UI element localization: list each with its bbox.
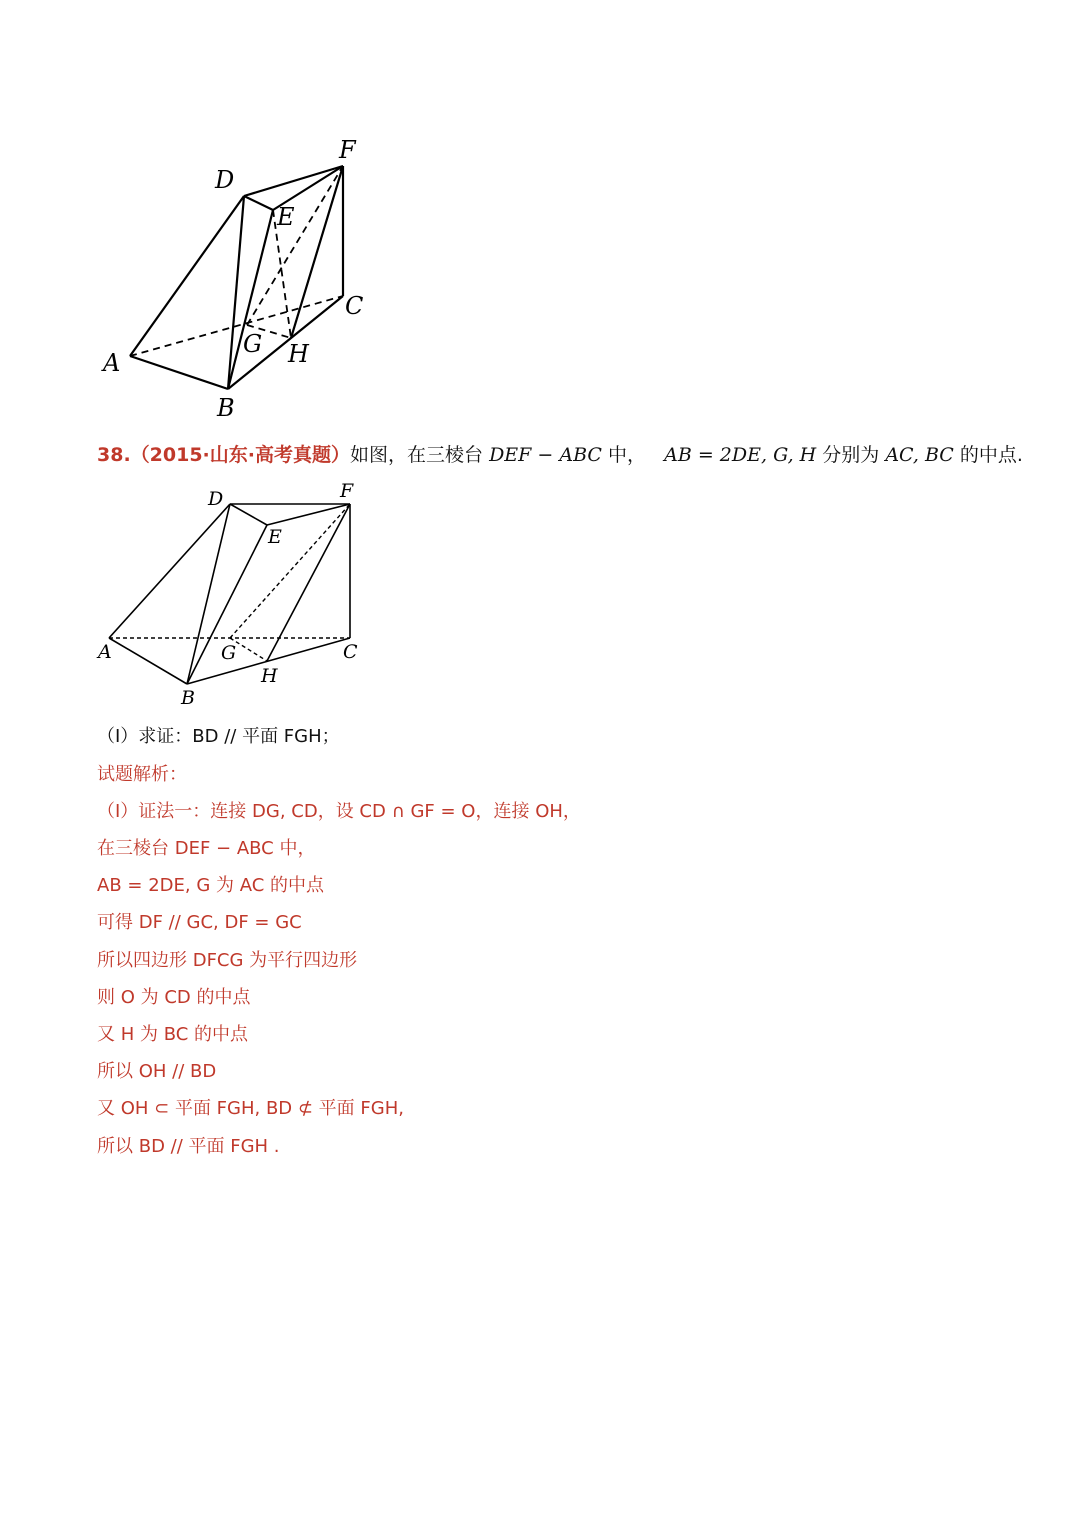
label-c: C bbox=[343, 641, 358, 663]
solution-line-4: 可得 DF // GC, DF = GC bbox=[97, 912, 302, 933]
solution-line-7: 又 H 为 BC 的中点 bbox=[97, 1024, 249, 1045]
label-g: G bbox=[243, 330, 263, 358]
solution-heading: 试题解析： bbox=[97, 764, 187, 785]
figure-1-svg bbox=[95, 130, 395, 430]
problem-math-2: AB = 2DE, G, H bbox=[664, 444, 817, 466]
problem-text-1: 如图，在三棱台 bbox=[350, 444, 484, 466]
problem-text-3: 分别为 bbox=[822, 444, 880, 466]
solution-line-6: 则 O 为 CD 的中点 bbox=[97, 987, 251, 1008]
solution-line-3: AB = 2DE, G 为 AC 的中点 bbox=[97, 875, 324, 896]
problem-math-1: DEF − ABC bbox=[489, 444, 602, 466]
label-f: F bbox=[340, 480, 354, 502]
edge-ad bbox=[109, 504, 230, 638]
problem-statement bbox=[97, 440, 1023, 467]
label-h: H bbox=[288, 340, 309, 368]
figure-2-svg bbox=[95, 478, 375, 708]
edge-ef bbox=[267, 504, 350, 525]
edge-ac-hidden bbox=[130, 296, 343, 356]
label-e: E bbox=[268, 526, 282, 548]
label-h: H bbox=[261, 665, 278, 687]
edge-de bbox=[244, 196, 273, 210]
figure-1 bbox=[95, 130, 395, 430]
edge-ab bbox=[109, 638, 187, 684]
label-e: E bbox=[277, 203, 295, 231]
solution-line-1: （Ⅰ）证法一：连接 DG, CD，设 CD ∩ GF = O，连接 OH， bbox=[97, 801, 581, 822]
problem-number: 38. bbox=[97, 444, 131, 466]
label-c: C bbox=[345, 292, 364, 320]
solution-line-8: 所以 OH // BD bbox=[97, 1061, 217, 1082]
label-b: B bbox=[181, 687, 195, 708]
problem-text-4: 的中点. bbox=[959, 444, 1023, 466]
edge-ab bbox=[130, 356, 228, 389]
problem-math-3: AC, BC bbox=[885, 444, 954, 466]
problem-source: （2015·山东·高考真题） bbox=[130, 444, 350, 466]
question-part-1: （Ⅰ）求证：BD // 平面 FGH； bbox=[97, 726, 340, 747]
figure-2 bbox=[95, 478, 375, 708]
solution-line-10: 所以 BD // 平面 FGH . bbox=[97, 1136, 280, 1157]
edge-fh bbox=[291, 166, 343, 338]
edge-de bbox=[230, 504, 267, 525]
label-g: G bbox=[221, 642, 237, 664]
solution-line-2: 在三棱台 DEF − ABC 中， bbox=[97, 838, 316, 859]
problem-text-2: 中， bbox=[607, 444, 646, 466]
label-f: F bbox=[339, 136, 356, 164]
label-b: B bbox=[217, 394, 235, 422]
solution-line-9: 又 OH ⊂ 平面 FGH, BD ⊄ 平面 FGH, bbox=[97, 1098, 404, 1119]
solution-line-5: 所以四边形 DFCG 为平行四边形 bbox=[97, 950, 358, 971]
label-a: A bbox=[103, 349, 121, 377]
label-d: D bbox=[215, 166, 235, 194]
label-d: D bbox=[208, 488, 224, 510]
edge-ad bbox=[130, 196, 244, 356]
label-a: A bbox=[98, 641, 112, 663]
